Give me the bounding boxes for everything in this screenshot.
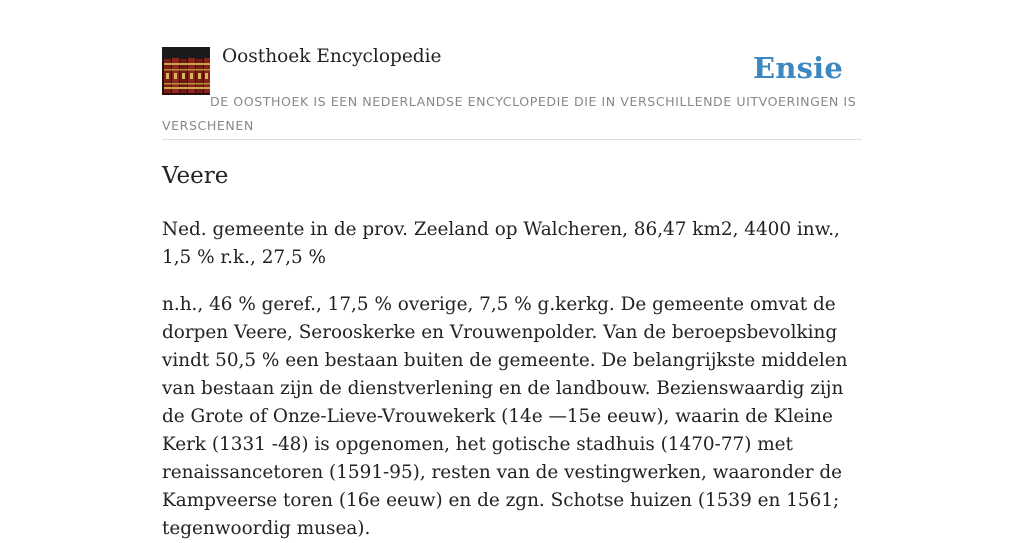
avatar-image (162, 47, 210, 95)
header-divider (162, 139, 862, 140)
article-title: Veere (162, 163, 229, 189)
page (162, 0, 862, 539)
site-tagline: DE OOSTHOEK IS EEN NEDERLANDSE ENCYCLOPEDIE DIE IN VERSCHILLENDE UITVOERINGEN IS VERSCHENEN (162, 94, 857, 133)
site-title[interactable]: Oosthoek Encyclopedie (222, 46, 442, 67)
article-paragraph: n.h., 46 % geref., 17,5 % overige, 7,5 % g.kerkg. De gemeente omvat de dorpen Veere, Serooskerke en Vrouwenpolder. Van de beroepsbevolking vindt 50,5 % een bestaan buiten de gemeente. De belangrijkste middelen van bestaan zijn de dienstverlening en de landbouw. Bezienswaardig zijn de Grote of Onze-Lieve-Vrouwekerk (14e —15e eeuw), waarin de Kleine Kerk (1331 -48) is opgenomen, het gotische stadhuis (1470-77) met renaissancetoren (1591-95), resten van de vestingwerken, waaronder de Kampveerse toren (16e eeuw) en de zgn. Schotse huizen (1539 en 1561; tegenwoordig musea). (162, 294, 848, 539)
article-paragraph: Ned. gemeente in de prov. Zeeland op Walcheren, 86,47 km2, 4400 inw., 1,5 % r.k., 27,5 % (162, 219, 840, 268)
encyclopedia-books-icon[interactable] (162, 47, 210, 95)
brand-logo[interactable]: Ensie (753, 51, 843, 85)
